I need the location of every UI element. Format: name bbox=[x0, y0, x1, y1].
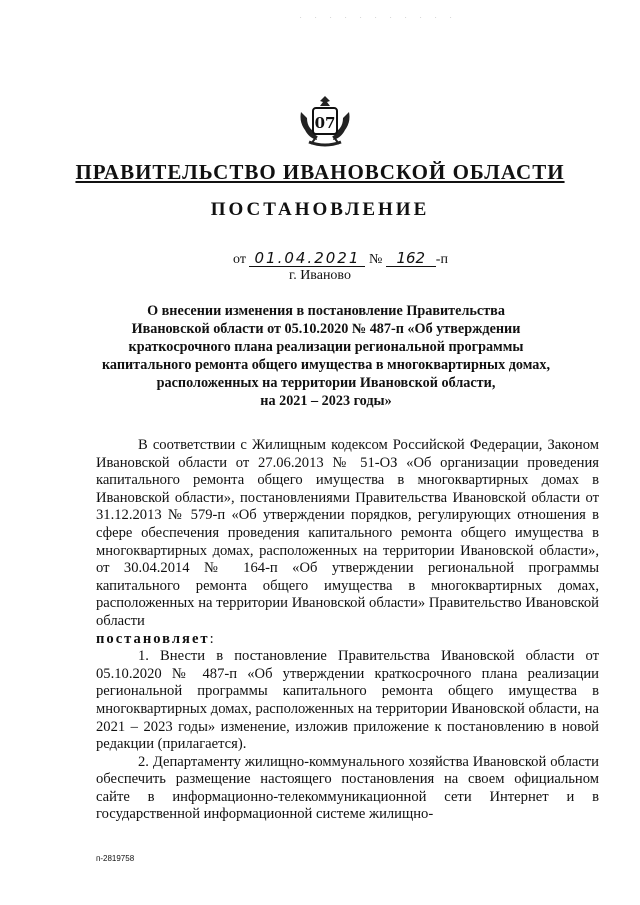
emblem-label: 07 bbox=[314, 114, 336, 132]
government-title: ПРАВИТЕЛЬСТВО ИВАНОВСКОЙ ОБЛАСТИ bbox=[75, 160, 565, 184]
coat-of-arms-emblem bbox=[297, 92, 353, 148]
handwritten-number: 162 bbox=[386, 250, 436, 267]
city-name: г. Иваново bbox=[289, 268, 351, 283]
date-number-line bbox=[233, 250, 448, 268]
subject-line: расположенных на территории Ивановской области, bbox=[156, 375, 496, 391]
subject-line: О внесении изменения в постановление Правительства bbox=[147, 303, 505, 319]
item-1-paragraph: 1. Внести в постановление Правительства Ивановской области от 05.10.2020 № 487-п «Об утверждении краткосрочного плана реализации региональной программы капитального ремонта общего имущества в многоквартирных домах, расположенных на территории Ивановской области, на 2021 – 2023 годы» изменение, изложив приложение к постановлению в новой редакции (прилагается). bbox=[96, 648, 599, 753]
subject-line: на 2021 – 2023 годы» bbox=[260, 393, 392, 409]
document-subject bbox=[96, 302, 556, 410]
handwritten-date: 01.04.2021 bbox=[249, 250, 365, 267]
document-type: ПОСТАНОВЛЕНИЕ bbox=[210, 199, 430, 220]
from-label: от bbox=[233, 252, 246, 267]
document-footer-code: п-2819758 bbox=[96, 854, 135, 863]
preamble-paragraph: В соответствии с Жилищным кодексом Российской Федерации, Законом Ивановской области от 27.06.2013 № 51-ОЗ «Об организации проведения капитального ремонта общего имущества в многоквартирных домах в Ивановской области», постановлениями Правительства Ивановской области от 31.12.2013 № 579-п «Об утверждении порядков, регулирующих отношения в сфере обеспечения проведения капитального ремонта общего имущества в многоквартирных домах, расположенных на территории Ивановской области», от 30.04.2014 № 164-п «Об утверждении региональной программы капитального ремонта общего имущества в многоквартирных домах, расположенных на территории Ивановской области» Правительство Ивановской области bbox=[96, 437, 599, 629]
item-2-paragraph: 2. Департаменту жилищно-коммунального хозяйства Ивановской области обеспечить размещение настоящего постановления на своем официальном сайте в информационно-телекоммуникационной сети Интернет и в государственной информационной системе жилищно- bbox=[96, 753, 599, 823]
number-suffix: -п bbox=[435, 252, 448, 267]
decree-line bbox=[96, 631, 599, 649]
subject-line: Ивановской области от 05.10.2020 № 487-п «Об утверждении bbox=[131, 321, 521, 337]
decree-colon: : bbox=[209, 630, 214, 647]
decree-word: постановляет bbox=[96, 630, 210, 647]
number-label: № bbox=[368, 252, 383, 267]
document-body bbox=[96, 437, 599, 824]
subject-line: краткосрочного плана реализации региональной программы bbox=[128, 339, 524, 355]
subject-line: капитального ремонта общего имущества в многоквартирных домах, bbox=[101, 357, 551, 373]
scan-noise: . . . . . . . . . . . bbox=[300, 14, 458, 20]
